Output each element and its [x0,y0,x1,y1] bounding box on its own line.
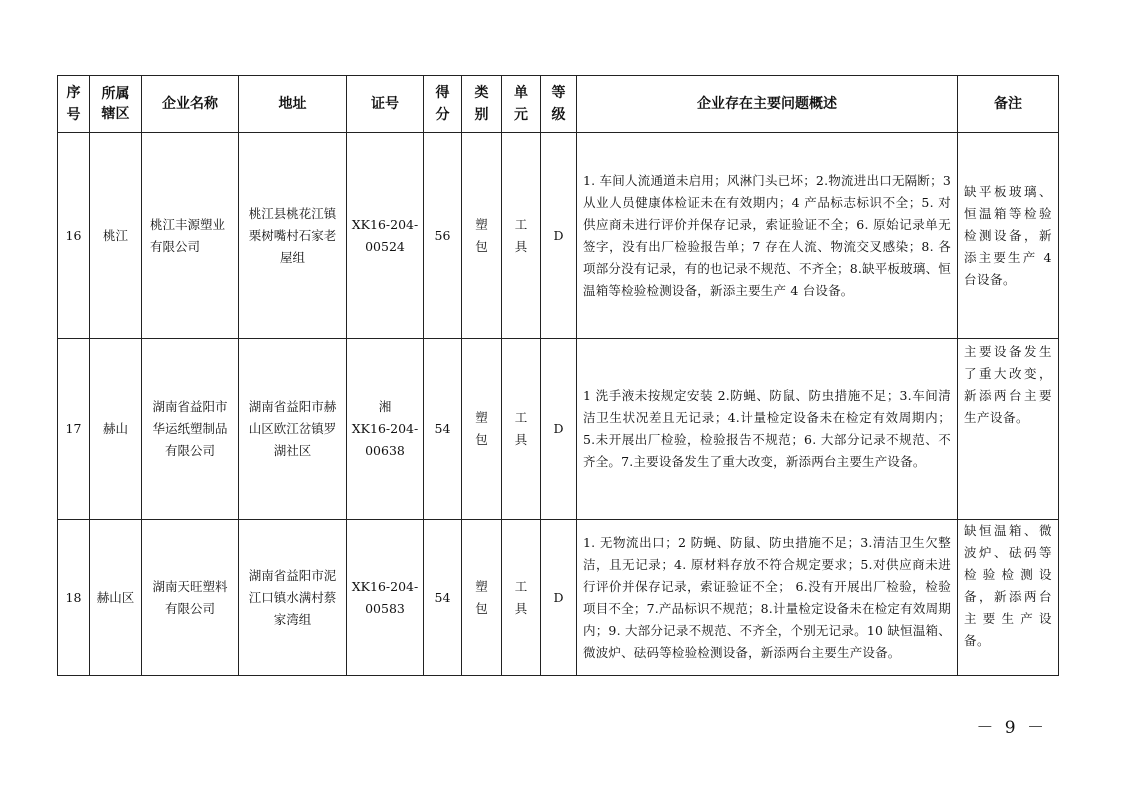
table-row [58,339,1059,520]
table-row [58,133,1059,339]
cell-category [462,339,502,520]
cell-remark: 缺平板玻璃、恒温箱等检验检测设备，新添主要生产 4 台设备。 [958,133,1059,339]
header-unit: 单元 [502,76,541,133]
cell-license: XK16-204-00524 [347,133,424,339]
header-remark: 备注 [958,76,1059,133]
cell-grade: D [541,133,577,339]
header-district: 所属辖区 [90,76,142,133]
cell-company: 湖南省益阳市华运纸塑制品有限公司 [142,339,239,520]
cell-district: 桃江 [90,133,142,339]
cell-seq: 18 [58,520,90,676]
cell-score: 54 [424,339,462,520]
table-row [58,520,1059,676]
header-score: 得分 [424,76,462,133]
cell-license-number: XK16-204-00638 [351,421,419,458]
cell-unit [502,133,541,339]
header-grade: 等级 [541,76,577,133]
page-number: － 9 － [976,718,1047,738]
cell-issues: 1. 无物流出口；2 防蝇、防鼠、防虫措施不足；3.清洁卫生欠整洁，且无记录；4. 原材料存放不符合规定要求；5.对供应商未进行评价并保存记录，索证验证不全； 6.没有开展出厂检验，检验项目不全；7.产品标识不规范；8.计量检定设备未在检定有效周期内；9. 大部分记录不规范、不齐全，个别无记录。10 缺恒温箱、微波炉、砝码等检验检测设备，新添两台主要生产设备。 [577,520,958,676]
cell-license [347,339,424,520]
cell-category [462,133,502,339]
header-issues: 企业存在主要问题概述 [577,76,958,133]
header-address: 地址 [239,76,347,133]
cell-remark: 主要设备发生了重大改变，新添两台主要生产设备。 [958,339,1059,520]
cell-grade: D [541,520,577,676]
cell-seq: 17 [58,339,90,520]
cell-address: 湖南省益阳市赫山区欧江岔镇罗湖社区 [239,339,347,520]
cell-district: 赫山 [90,339,142,520]
cell-category-text: 塑包 [475,216,488,254]
cell-score: 56 [424,133,462,339]
cell-address: 桃江县桃花江镇栗树嘴村石家老屋组 [239,133,347,339]
cell-address: 湖南省益阳市泥江口镇水满村蔡家湾组 [239,520,347,676]
cell-score: 54 [424,520,462,676]
table-header-row [58,76,1059,133]
cell-unit [502,339,541,520]
cell-unit-text: 工具 [514,410,528,447]
inspection-table [57,75,1059,676]
cell-district: 赫山区 [90,520,142,676]
cell-category-text: 塑包 [475,578,488,616]
cell-company: 湖南天旺塑料有限公司 [142,520,239,676]
cell-license: XK16-204-00583 [347,520,424,676]
cell-license-prefix: 湘 [378,399,392,414]
header-category: 类别 [462,76,502,133]
cell-unit-text: 工具 [514,578,528,616]
cell-unit-text: 工具 [514,216,528,254]
cell-category-text: 塑包 [475,410,488,447]
cell-remark: 缺恒温箱、微波炉、砝码等检验检测设备，新添两台主要生产设备。 [958,520,1059,676]
cell-company: 桃江丰源塑业有限公司 [142,133,239,339]
header-license: 证号 [347,76,424,133]
cell-category [462,520,502,676]
cell-issues: 1. 车间人流通道未启用；风淋门头已坏；2.物流进出口无隔断；3 从业人员健康体检证未在有效期内；4 产品标志标识不全；5. 对供应商未进行评价并保存记录，索证验证不全；6. 原始记录单无签字，没有出厂检验报告单；7 存在人流、物流交叉感染；8. 各项部分没有记录，有的也记录不规范、不齐全；8.缺平板玻璃、恒温箱等检验检测设备，新添主要生产 4 台设备。 [577,133,958,339]
header-company: 企业名称 [142,76,239,133]
cell-issues: 1 洗手液未按规定安装 2.防蝇、防鼠、防虫措施不足；3.车间清洁卫生状况差且无记录；4.计量检定设备未在检定有效周期内； 5.未开展出厂检验，检验报告不规范；6. 大部分记录不规范、不齐全。7.主要设备发生了重大改变，新添两台主要生产设备。 [577,339,958,520]
cell-seq: 16 [58,133,90,339]
cell-grade: D [541,339,577,520]
cell-unit [502,520,541,676]
header-seq: 序号 [58,76,90,133]
